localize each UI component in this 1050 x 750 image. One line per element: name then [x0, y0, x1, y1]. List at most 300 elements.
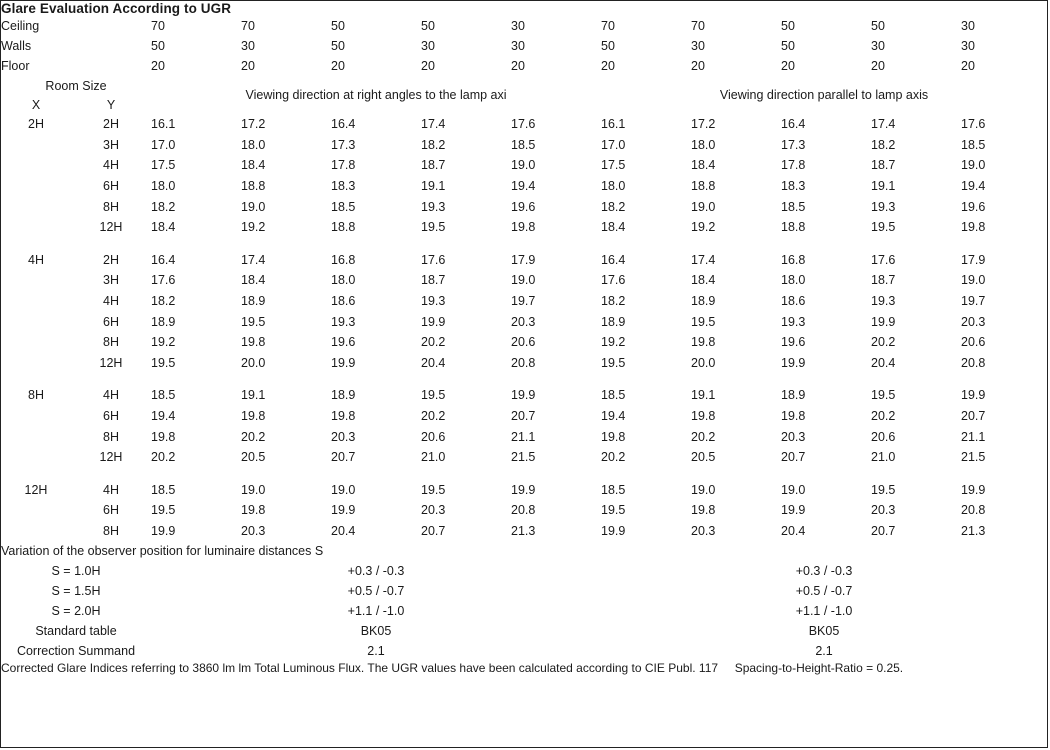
spacer-cell: [601, 238, 691, 250]
ugr-value-right-angles: 19.3: [331, 314, 356, 329]
ugr-data-body: [1, 114, 1047, 541]
floor-value: 20: [241, 59, 255, 73]
room-size-header-row: [1, 76, 1047, 95]
floor-value: 20: [421, 59, 435, 73]
spacer-cell: [1, 468, 71, 480]
table-row: [1, 447, 1047, 468]
ugr-value-parallel: 19.0: [781, 482, 806, 497]
ugr-value-parallel: 19.7: [961, 294, 986, 309]
ugr-value-right-angles: 19.5: [151, 503, 176, 518]
room-x-value: [1, 521, 71, 542]
ugr-value-parallel: 17.6: [601, 273, 626, 288]
variation-row: [1, 561, 1047, 581]
spacer-cell: [1, 238, 71, 250]
floor-value: 20: [781, 59, 795, 73]
floor-value: 20: [691, 59, 705, 73]
table-row: [1, 426, 1047, 447]
ugr-value-parallel: 20.7: [871, 523, 896, 538]
ugr-value-parallel: 18.8: [781, 220, 806, 235]
spacer-cell: [421, 238, 511, 250]
ugr-value-parallel: 19.5: [871, 220, 896, 235]
ugr-value-right-angles: 18.2: [421, 137, 446, 152]
room-x-value: [1, 332, 71, 353]
ugr-value-parallel: 18.5: [961, 137, 986, 152]
spacer-cell: [601, 373, 691, 385]
ugr-value-parallel: 20.2: [871, 409, 896, 424]
room-y-value: 4H: [103, 482, 119, 497]
walls-value: 30: [241, 39, 255, 53]
spacer-cell: [71, 468, 151, 480]
ugr-value-parallel: 19.8: [601, 429, 626, 444]
room-x-value: [1, 311, 71, 332]
room-x-value: [1, 135, 71, 156]
table-row: [1, 385, 1047, 406]
ugr-value-parallel: 21.1: [961, 429, 986, 444]
ugr-value-parallel: 18.0: [691, 137, 716, 152]
room-y-value: 6H: [103, 314, 119, 329]
ugr-value-right-angles: 18.5: [331, 199, 356, 214]
ugr-value-right-angles: 18.0: [331, 273, 356, 288]
floor-value: 20: [151, 59, 165, 73]
ugr-value-right-angles: 17.6: [421, 252, 446, 267]
ugr-value-right-angles: 18.8: [241, 179, 266, 194]
ceiling-value: 30: [961, 19, 975, 33]
ugr-value-parallel: 18.9: [781, 388, 806, 403]
spacer-cell: [691, 238, 781, 250]
correction-summand-label: Correction Summand: [16, 644, 136, 659]
ugr-value-parallel: 19.0: [691, 482, 716, 497]
ugr-value-parallel: 20.6: [961, 335, 986, 350]
ugr-value-parallel: 21.5: [961, 450, 986, 465]
room-x-value: 2H: [28, 117, 44, 132]
title-row: [1, 1, 1047, 16]
ceiling-value: 50: [421, 19, 435, 33]
ugr-value-parallel: 18.6: [781, 294, 806, 309]
ugr-value-parallel: 19.0: [961, 158, 986, 173]
ugr-value-parallel: 18.0: [601, 179, 626, 194]
ugr-value-parallel: 19.9: [781, 355, 806, 370]
ugr-value-right-angles: 18.0: [151, 179, 176, 194]
ugr-value-parallel: 17.2: [691, 117, 716, 132]
ugr-value-parallel: 19.5: [601, 355, 626, 370]
ugr-value-right-angles: 19.2: [151, 335, 176, 350]
ugr-value-parallel: 18.4: [691, 158, 716, 173]
ugr-value-parallel: 16.8: [781, 252, 806, 267]
group-spacer: [1, 468, 1047, 480]
ugr-value-right-angles: 19.0: [511, 158, 536, 173]
ugr-value-right-angles: 17.4: [241, 252, 266, 267]
ugr-value-right-angles: 19.9: [151, 523, 176, 538]
room-x-value: 4H: [28, 252, 44, 267]
room-y-value: 4H: [103, 294, 119, 309]
ugr-value-parallel: 19.5: [691, 314, 716, 329]
ugr-value-right-angles: 19.6: [331, 335, 356, 350]
spacer-cell: [691, 373, 781, 385]
ugr-value-parallel: 19.0: [961, 273, 986, 288]
ugr-value-right-angles: 17.6: [151, 273, 176, 288]
ugr-value-parallel: 19.1: [691, 388, 716, 403]
ugr-value-parallel: 19.2: [691, 220, 716, 235]
ugr-value-parallel: 18.3: [781, 179, 806, 194]
room-x-value: [1, 500, 71, 521]
table-row: [1, 176, 1047, 197]
room-x-value: [1, 176, 71, 197]
walls-value: 30: [871, 39, 885, 53]
ugr-value-parallel: 18.7: [871, 273, 896, 288]
standard-table-label: Standard table: [35, 624, 117, 639]
ugr-value-parallel: 17.6: [961, 117, 986, 132]
table-row: [1, 135, 1047, 156]
ugr-value-parallel: 16.4: [781, 117, 806, 132]
spacer-cell: [331, 373, 421, 385]
ugr-value-right-angles: 20.7: [421, 523, 446, 538]
ugr-value-right-angles: 19.0: [241, 199, 266, 214]
room-y-value: 6H: [103, 503, 119, 518]
ugr-value-right-angles: 18.5: [511, 137, 536, 152]
ugr-value-parallel: 18.4: [601, 220, 626, 235]
spacer-cell: [151, 468, 241, 480]
ugr-value-parallel: 17.4: [691, 252, 716, 267]
direction-right-angles-label: Viewing direction at right angles to the lamp axi: [245, 88, 507, 102]
ugr-value-right-angles: 19.9: [511, 482, 536, 497]
ugr-value-right-angles: 18.7: [421, 158, 446, 173]
ugr-value-right-angles: 20.2: [241, 429, 266, 444]
spacer-cell: [331, 468, 421, 480]
ceiling-label: Ceiling: [1, 19, 40, 33]
ugr-value-right-angles: 19.4: [151, 409, 176, 424]
ugr-value-right-angles: 18.9: [151, 314, 176, 329]
variation-parallel-value: +0.3 / -0.3: [795, 564, 853, 579]
ugr-value-right-angles: 19.9: [421, 314, 446, 329]
ugr-value-right-angles: 20.6: [511, 335, 536, 350]
group-spacer: [1, 373, 1047, 385]
ugr-value-parallel: 20.5: [691, 450, 716, 465]
ugr-value-right-angles: 19.9: [331, 503, 356, 518]
ugr-value-parallel: 17.0: [601, 137, 626, 152]
ugr-value-parallel: 19.9: [961, 482, 986, 497]
ugr-value-right-angles: 20.0: [241, 355, 266, 370]
spacer-cell: [871, 373, 961, 385]
spacer-cell: [511, 238, 601, 250]
ugr-value-parallel: 20.3: [691, 523, 716, 538]
ugr-value-right-angles: 20.3: [421, 503, 446, 518]
ceiling-value: 70: [241, 19, 255, 33]
spacer-cell: [601, 468, 691, 480]
ugr-value-parallel: 19.6: [961, 199, 986, 214]
variation-parallel-value: +0.5 / -0.7: [795, 584, 853, 599]
ugr-value-parallel: 16.4: [601, 252, 626, 267]
reflectance-row-ceiling: [1, 16, 1047, 36]
ugr-value-right-angles: 20.4: [331, 523, 356, 538]
ugr-value-parallel: 18.9: [691, 294, 716, 309]
room-y-value: 4H: [103, 388, 119, 403]
footer-row: [1, 661, 1047, 675]
room-size-label: Room Size: [45, 78, 107, 93]
ugr-value-right-angles: 16.8: [331, 252, 356, 267]
room-x-value: [1, 196, 71, 217]
ceiling-value: 70: [691, 19, 705, 33]
standard-table-right-value: BK05: [360, 624, 392, 639]
ugr-value-parallel: 20.0: [691, 355, 716, 370]
ugr-value-right-angles: 20.6: [421, 429, 446, 444]
ugr-value-right-angles: 16.4: [151, 252, 176, 267]
group-spacer: [1, 238, 1047, 250]
ugr-value-parallel: 20.3: [961, 314, 986, 329]
room-x-value: [1, 217, 71, 238]
ugr-value-parallel: 19.5: [871, 482, 896, 497]
table-row: [1, 353, 1047, 374]
walls-value: 30: [961, 39, 975, 53]
ugr-value-parallel: 19.4: [961, 179, 986, 194]
spacer-cell: [781, 468, 871, 480]
ugr-value-right-angles: 21.5: [511, 450, 536, 465]
ugr-value-right-angles: 19.5: [241, 314, 266, 329]
spacer-cell: [691, 468, 781, 480]
ceiling-value: 70: [601, 19, 615, 33]
variation-parallel-value: +1.1 / -1.0: [795, 604, 853, 619]
ugr-value-right-angles: 19.8: [331, 409, 356, 424]
ugr-value-parallel: 20.8: [961, 355, 986, 370]
walls-value: 30: [511, 39, 525, 53]
ugr-value-right-angles: 18.9: [241, 294, 266, 309]
table-row: [1, 332, 1047, 353]
spacer-cell: [781, 238, 871, 250]
ugr-value-parallel: 19.8: [691, 503, 716, 518]
room-y-value: 6H: [103, 409, 119, 424]
variation-label: S = 1.0H: [51, 564, 101, 579]
ugr-value-right-angles: 19.0: [331, 482, 356, 497]
ugr-value-right-angles: 17.9: [511, 252, 536, 267]
ugr-value-parallel: 19.8: [691, 409, 716, 424]
ugr-value-parallel: 18.9: [601, 314, 626, 329]
room-x-value: [1, 155, 71, 176]
ceiling-value: 50: [871, 19, 885, 33]
table-row: [1, 270, 1047, 291]
ugr-value-right-angles: 19.3: [421, 199, 446, 214]
floor-value: 20: [871, 59, 885, 73]
ugr-value-parallel: 20.3: [781, 429, 806, 444]
room-x-value: 12H: [24, 482, 48, 497]
table-row: [1, 196, 1047, 217]
ugr-value-right-angles: 20.3: [331, 429, 356, 444]
ugr-value-parallel: 19.8: [961, 220, 986, 235]
ugr-value-right-angles: 20.2: [151, 450, 176, 465]
ugr-value-parallel: 17.5: [601, 158, 626, 173]
ugr-value-parallel: 17.6: [871, 252, 896, 267]
ugr-value-parallel: 19.8: [691, 335, 716, 350]
ugr-value-right-angles: 20.8: [511, 503, 536, 518]
table-row: [1, 500, 1047, 521]
ugr-value-right-angles: 18.0: [241, 137, 266, 152]
variation-row: [1, 581, 1047, 601]
direction-parallel-label: Viewing direction parallel to lamp axis: [719, 88, 929, 102]
room-y-value: 4H: [103, 158, 119, 173]
ugr-value-right-angles: 17.8: [331, 158, 356, 173]
ugr-value-right-angles: 17.6: [511, 117, 536, 132]
correction-summand-row: [1, 641, 1047, 661]
table-row: [1, 291, 1047, 312]
spacer-cell: [241, 468, 331, 480]
ugr-value-right-angles: 19.0: [511, 273, 536, 288]
walls-value: 30: [691, 39, 705, 53]
room-x-value: [1, 291, 71, 312]
ugr-value-right-angles: 18.2: [151, 199, 176, 214]
ugr-value-parallel: 19.5: [601, 503, 626, 518]
variation-right-value: +1.1 / -1.0: [347, 604, 405, 619]
ugr-value-right-angles: 18.6: [331, 294, 356, 309]
table-row: [1, 406, 1047, 427]
ugr-value-parallel: 18.5: [601, 388, 626, 403]
walls-value: 50: [151, 39, 165, 53]
floor-value: 20: [331, 59, 345, 73]
ugr-value-right-angles: 18.7: [421, 273, 446, 288]
table-row: [1, 521, 1047, 542]
walls-label: Walls: [1, 39, 32, 53]
room-x-value: [1, 426, 71, 447]
spacer-cell: [961, 373, 1047, 385]
room-y-value: 8H: [103, 429, 119, 444]
ugr-value-right-angles: 18.4: [241, 273, 266, 288]
ugr-value-right-angles: 17.5: [151, 158, 176, 173]
ugr-value-right-angles: 17.3: [331, 137, 356, 152]
room-x-value: 8H: [28, 388, 44, 403]
ugr-value-parallel: 18.5: [601, 482, 626, 497]
ugr-value-right-angles: 20.4: [421, 355, 446, 370]
ugr-value-parallel: 17.4: [871, 117, 896, 132]
room-x-value: [1, 406, 71, 427]
ugr-value-parallel: 17.3: [781, 137, 806, 152]
room-y-value: 2H: [103, 117, 119, 132]
variation-label: S = 2.0H: [51, 604, 101, 619]
ugr-value-parallel: 19.6: [781, 335, 806, 350]
ugr-value-right-angles: 18.4: [151, 220, 176, 235]
ugr-value-parallel: 20.2: [601, 450, 626, 465]
ugr-value-parallel: 19.8: [781, 409, 806, 424]
ugr-value-parallel: 20.4: [871, 355, 896, 370]
ugr-value-right-angles: 19.5: [421, 388, 446, 403]
room-y-value: 12H: [99, 355, 123, 370]
ugr-value-parallel: 18.7: [871, 158, 896, 173]
ugr-value-right-angles: 20.5: [241, 450, 266, 465]
floor-value: 20: [961, 59, 975, 73]
walls-value: 50: [601, 39, 615, 53]
ceiling-value: 50: [781, 19, 795, 33]
ugr-value-parallel: 19.3: [871, 199, 896, 214]
spacer-cell: [781, 373, 871, 385]
ugr-value-right-angles: 19.5: [421, 220, 446, 235]
walls-value: 30: [421, 39, 435, 53]
variation-right-value: +0.3 / -0.3: [347, 564, 405, 579]
ugr-value-right-angles: 20.2: [421, 335, 446, 350]
ugr-value-right-angles: 16.4: [331, 117, 356, 132]
ugr-value-parallel: 18.2: [601, 199, 626, 214]
ugr-value-parallel: 18.0: [781, 273, 806, 288]
room-y-value: 6H: [103, 179, 119, 194]
room-y-value: 8H: [103, 199, 119, 214]
spacer-cell: [71, 373, 151, 385]
table-row: [1, 311, 1047, 332]
spacer-cell: [871, 238, 961, 250]
reflectance-row-walls: [1, 36, 1047, 56]
ugr-value-parallel: 19.9: [601, 523, 626, 538]
y-label: Y: [106, 97, 116, 112]
ugr-value-parallel: 18.2: [871, 137, 896, 152]
ugr-value-right-angles: 20.8: [511, 355, 536, 370]
spacer-cell: [71, 238, 151, 250]
ugr-table: [1, 1, 1047, 675]
walls-value: 50: [781, 39, 795, 53]
room-y-value: 3H: [103, 273, 119, 288]
ugr-value-right-angles: 19.2: [241, 220, 266, 235]
ugr-value-right-angles: 18.5: [151, 482, 176, 497]
footer-note: Corrected Glare Indices referring to 3860 lm lm Total Luminous Flux. The UGR values have been calculated according to CIE Publ. 117 Spacing-to-Height-Ratio = 0.25.: [1, 661, 904, 676]
ugr-value-right-angles: 19.8: [511, 220, 536, 235]
ugr-value-right-angles: 19.1: [421, 179, 446, 194]
spacer-cell: [871, 468, 961, 480]
ugr-value-parallel: 19.3: [781, 314, 806, 329]
spacer-cell: [241, 238, 331, 250]
spacer-cell: [151, 238, 241, 250]
ugr-value-right-angles: 20.3: [241, 523, 266, 538]
room-y-value: 8H: [103, 335, 119, 350]
ugr-value-parallel: 19.3: [871, 294, 896, 309]
ugr-value-right-angles: 21.3: [511, 523, 536, 538]
ugr-value-parallel: 21.0: [871, 450, 896, 465]
ugr-value-right-angles: 18.4: [241, 158, 266, 173]
ugr-value-parallel: 17.9: [961, 252, 986, 267]
variation-caption-row: [1, 541, 1047, 561]
ugr-value-right-angles: 19.7: [511, 294, 536, 309]
ceiling-value: 50: [331, 19, 345, 33]
table-row: [1, 114, 1047, 135]
ugr-value-right-angles: 19.3: [421, 294, 446, 309]
room-y-value: 12H: [99, 220, 123, 235]
room-y-value: 12H: [99, 450, 123, 465]
ugr-value-parallel: 20.2: [871, 335, 896, 350]
table-row: [1, 155, 1047, 176]
ceiling-value: 70: [151, 19, 165, 33]
ugr-value-parallel: 20.7: [961, 409, 986, 424]
ugr-value-parallel: 16.1: [601, 117, 626, 132]
correction-summand-right-value: 2.1: [367, 644, 385, 659]
spacer-cell: [151, 373, 241, 385]
variation-caption: Variation of the observer position for luminaire distances S: [1, 544, 324, 559]
ceiling-value: 30: [511, 19, 525, 33]
variation-right-value: +0.5 / -0.7: [347, 584, 405, 599]
ugr-value-right-angles: 19.9: [511, 388, 536, 403]
ugr-value-parallel: 18.2: [601, 294, 626, 309]
ugr-value-right-angles: 19.8: [241, 335, 266, 350]
variation-label: S = 1.5H: [51, 584, 101, 599]
floor-value: 20: [601, 59, 615, 73]
ugr-value-right-angles: 18.8: [331, 220, 356, 235]
ugr-value-parallel: 18.5: [781, 199, 806, 214]
floor-value: 20: [511, 59, 525, 73]
correction-summand-parallel-value: 2.1: [815, 644, 833, 659]
spacer-cell: [241, 373, 331, 385]
spacer-cell: [1, 373, 71, 385]
ugr-value-right-angles: 20.2: [421, 409, 446, 424]
ugr-value-right-angles: 19.0: [241, 482, 266, 497]
reflectance-row-floor: [1, 56, 1047, 76]
ugr-value-right-angles: 19.5: [151, 355, 176, 370]
ugr-value-right-angles: 19.6: [511, 199, 536, 214]
ugr-value-parallel: 20.6: [871, 429, 896, 444]
room-x-value: [1, 270, 71, 291]
ugr-value-right-angles: 19.4: [511, 179, 536, 194]
room-y-value: 8H: [103, 523, 119, 538]
room-y-value: 2H: [103, 252, 119, 267]
